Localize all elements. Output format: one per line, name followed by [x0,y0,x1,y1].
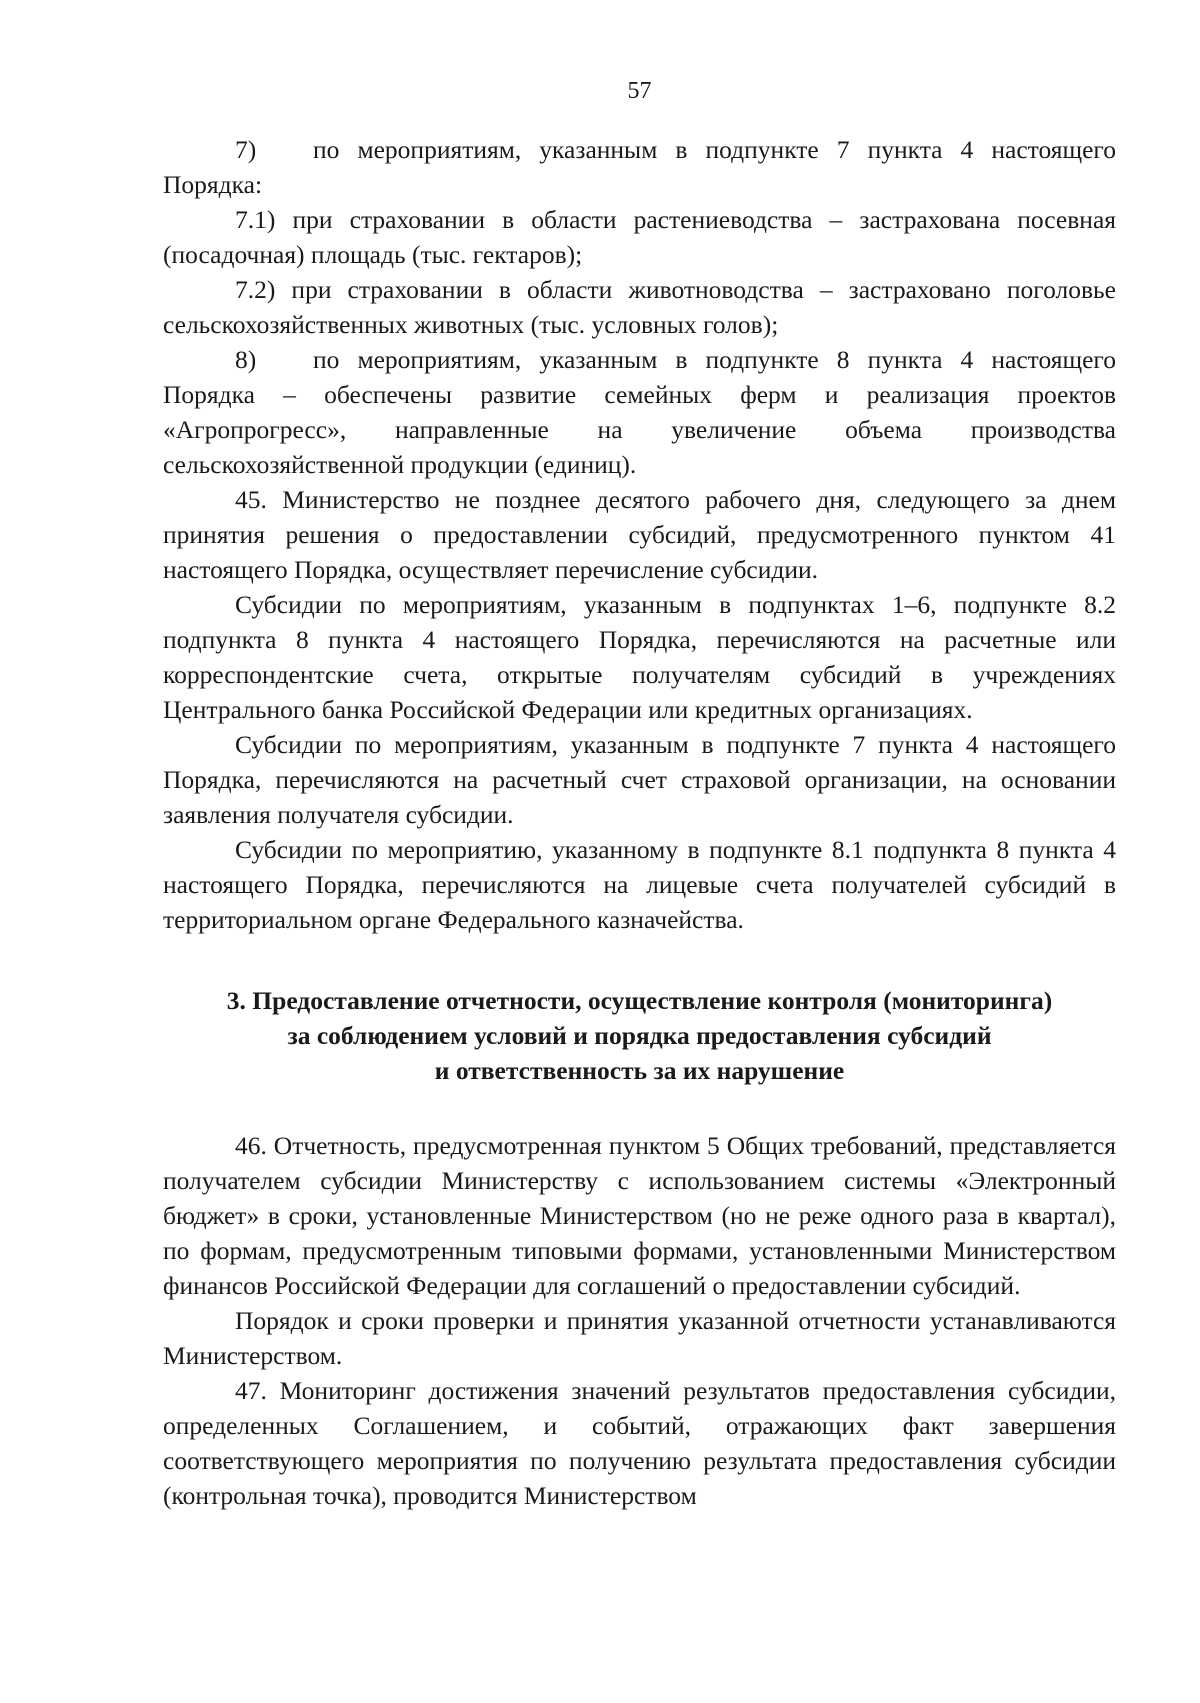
paragraph-text: 45. Министерство не позднее десятого рабочего дня, следующего за днем принятия решения о предоставлении субсидий, предусмотренного пунктом 41 настоящего Порядка, осуществляет перечисление субсидии. [163,485,1116,584]
paragraph-subsidies-1 [163,587,1116,727]
paragraph-text: 47. Мониторинг достижения значений результатов предоставления субсидии, определенных Соглашением, и событий, отражающих факт завершения соответствующего мероприятия по получению результата предоставления субсидии (контрольная точка), проводится Министерством [163,1376,1116,1510]
section-heading-line: 3. Предоставление отчетности, осуществление контроля (мониторинга) [226,986,1053,1015]
paragraph-45 [163,482,1116,587]
page-number: 57 [627,78,652,104]
paragraph-text: Порядок и сроки проверки и принятия указанной отчетности устанавливаются Министерством. [163,1306,1116,1370]
paragraph-text: 46. Отчетность, предусмотренная пунктом 5 Общих требований, представляется получателем субсидии Министерству с использованием системы «Электронный бюджет» в сроки, установленные Министерством (но не реже одного раза в квартал), по формам, предусмотренным типовыми формами, установленными Министерством финансов Российской Федерации для соглашений о предоставлении субсидий. [163,1131,1116,1300]
paragraph-text: Субсидии по мероприятиям, указанным в подпунктах 1–6, подпункте 8.2 подпункта 8 пункта 4 настоящего Порядка, перечисляются на расчетные или корреспондентские счета, открытые получателям субсидий в учреждениях Центрального банка Российской Федерации или кредитных организациях. [163,590,1116,724]
section-heading [163,983,1116,1088]
paragraph-text: Субсидии по мероприятиям, указанным в подпункте 7 пункта 4 настоящего Порядка, перечисляются на расчетный счет страховой организации, на основании заявления получателя субсидии. [163,730,1116,829]
paragraph-item-7-1 [163,202,1116,272]
paragraph-46 [163,1128,1116,1303]
paragraph-text: по мероприятиям, указанным в подпункте 7 пункта 4 настоящего Порядка: [163,135,1116,199]
paragraph-item-7-2 [163,272,1116,342]
list-number: 8) [235,345,257,374]
paragraph-subsidies-3 [163,832,1116,937]
paragraph-text: Субсидии по мероприятию, указанному в подпункте 8.1 подпункта 8 пункта 4 настоящего Порядка, перечисляются на лицевые счета получателей субсидий в территориальном органе Федерального казначейства. [163,835,1116,934]
document-body [163,132,1116,1513]
section-heading-line: и ответственность за их нарушение [434,1056,845,1085]
paragraph-text: 7.2) при страховании в области животноводства – застраховано поголовье сельскохозяйственных животных (тыс. условных голов); [163,275,1116,339]
section-heading-line: за соблюдением условий и порядка предоставления субсидий [287,1021,992,1050]
paragraph-item-8 [163,342,1116,482]
paragraph-text: по мероприятиям, указанным в подпункте 8 пункта 4 настоящего Порядка – обеспечены развитие семейных ферм и реализация проектов «Агропрогресс», направленные на увеличение объема производства сельскохозяйственной продукции (единиц). [163,345,1116,479]
paragraph-reporting-order [163,1303,1116,1373]
paragraph-text: 7.1) при страховании в области растениеводства – застрахована посевная (посадочная) площадь (тыс. гектаров); [163,205,1116,269]
paragraph-subsidies-2 [163,727,1116,832]
list-number: 7) [235,135,257,164]
paragraph-item-7 [163,132,1116,202]
paragraph-47 [163,1373,1116,1513]
